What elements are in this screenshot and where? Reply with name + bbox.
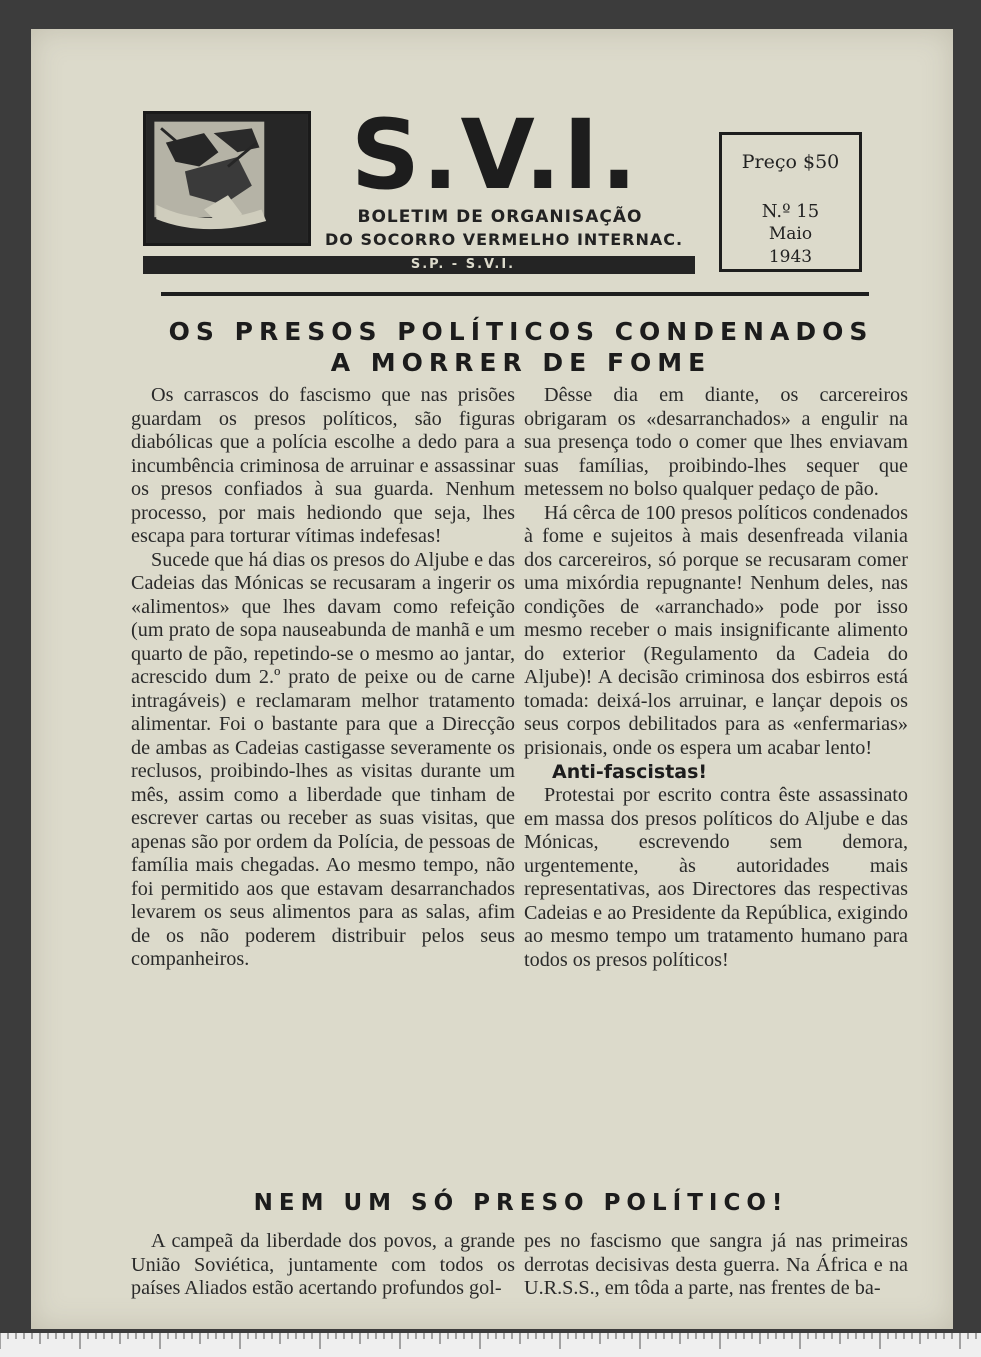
header-divider	[161, 292, 869, 296]
price-label: Preço $50	[741, 151, 840, 173]
paragraph: pes no fascismo que sangra já nas primeiras derrotas decisivas desta guerra. Na África e na U.R.S.S., em tôda a parte, nas frentes de ba-	[524, 1230, 908, 1299]
paragraph: A campeã da liberdade dos povos, a grande União Soviética, juntamente com todos os países Aliados estão acertando profundos gol-	[131, 1230, 515, 1299]
ruler-ticks-icon	[0, 1333, 981, 1357]
masthead	[143, 99, 713, 276]
newsletter-page	[31, 29, 953, 1329]
newsletter-title: S.V.I.	[350, 99, 640, 211]
emblem-woodcut-icon	[146, 114, 308, 243]
paragraph: Protestai por escrito contra êste assassinato em massa dos presos políticos do Aljube e das Mónicas, escrevendo sem demora, urgentemente, às autoridades mais representativas, aos Directores das respectivas Cadeias e ao Presidente da República, exigindo ao mesmo tempo um tratamento humano para todos os presos políticos!	[524, 784, 908, 971]
masthead-bar	[143, 256, 695, 274]
second-article-headline: NEM UM SÓ PRESO POLÍTICO!	[253, 1190, 789, 1216]
emblem-icon	[143, 111, 311, 246]
second-article-column-left	[131, 1230, 515, 1301]
article-headline: OS PRESOS POLÍTICOS CONDENADOS	[168, 317, 874, 346]
issue-number: N.º 15	[761, 201, 820, 222]
issue-year: 1943	[768, 247, 813, 267]
newsletter-subtitle: BOLETIM DE ORGANISAÇÃO	[357, 207, 643, 227]
measurement-ruler	[0, 1333, 981, 1357]
paragraph: Há cêrca de 100 presos políticos condenados à fome e sujeitos à mais desenfreada vilania dos carcereiros, só porque se recusaram comer uma mixórdia repugnante! Nenhum deles, nas condições de «arranchado» pode por isso mesmo receber o mais insignificante alimento do exterior (Regulamento da Cadeia do Aljube)! A decisão criminosa dos esbirros está tomada: deixá-los arruinar, e lançar depois os seus corpos debilitados para as «enfermarias» prisionais, onde os espera um acabar lento!	[524, 501, 908, 759]
article-column-right	[524, 384, 908, 972]
issue-month: Maio	[768, 224, 813, 244]
price-box	[719, 132, 862, 272]
section-subhead: Anti-fascistas!	[552, 761, 708, 783]
second-article-column-right	[524, 1230, 908, 1301]
article-headline-line2: A MORRER DE FOME	[330, 348, 712, 377]
article-column-left	[131, 384, 515, 972]
newsletter-subtitle-organisation: DO SOCORRO VERMELHO INTERNAC.	[325, 230, 684, 249]
masthead-bar-label: S.P. - S.V.I.	[410, 257, 516, 272]
paragraph: Os carrascos do fascismo que nas prisões guardam os presos políticos, são figuras diabólicas que a polícia escolhe a dedo para a incumbência criminosa de arruinar e assassinar os presos confiados à sua guarda. Nenhum processo, por mais hediondo que seja, lhes escapa para torturar vítimas indefesas!	[131, 384, 515, 547]
paragraph: Sucede que há dias os presos do Aljube e das Cadeias das Mónicas se recusaram a ingerir os «alimentos» que lhes davam como refeição (um prato de sopa nauseabunda de manhã e um quarto de pão, repetindo-se o mesmo ao jantar, acrescido dum 2.º prato de peixe ou de carne intragáveis) e reclamaram melhor tratamento alimentar. Foi o bastante para que a Direcção de ambas as Cadeias castigasse severamente os reclusos, proibindo-lhes as visitas durante um mês, assim como a liberdade que tinham de escrever cartas ou receber as suas visitas, que apenas são por ordem da Polícia, de pessoas de família mais chegadas. Ao mesmo tempo, não foi permitido aos que estavam desarranchados levarem os seus alimentos para as salas, afim de os não poderem distribuir pelos seus companheiros.	[131, 548, 515, 970]
paragraph: Dêsse dia em diante, os carcereiros obrigaram os «desarranchados» a engulir na sua presença todo o comer que lhes enviavam suas famílias, proibindo-lhes sequer que metessem no bolso qualquer pedaço de pão.	[524, 384, 908, 500]
